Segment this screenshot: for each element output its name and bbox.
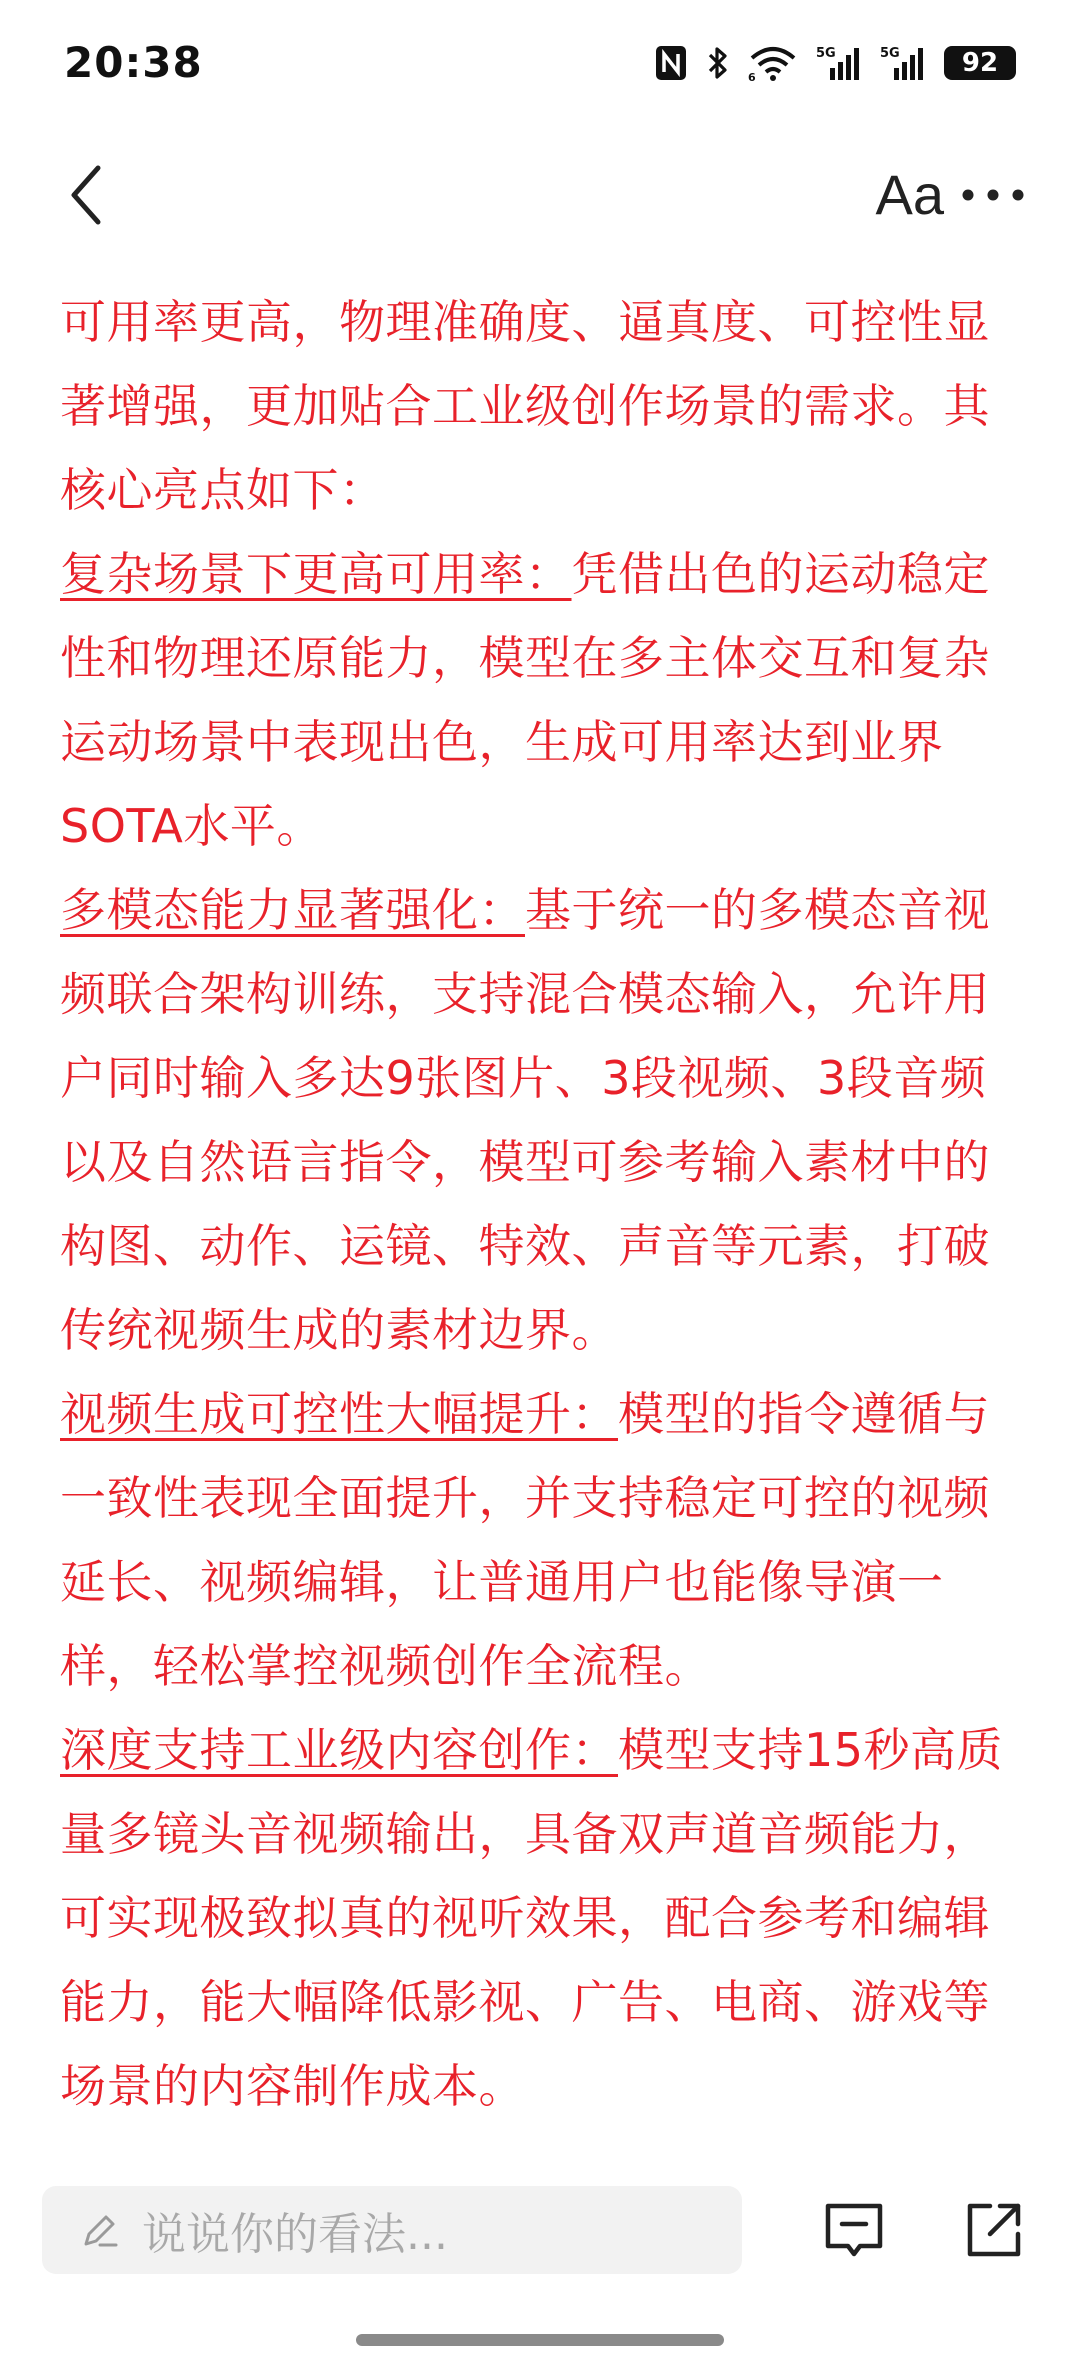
status-time: 20:38: [64, 38, 203, 87]
wifi-icon: [748, 44, 798, 82]
chevron-left-icon: [66, 164, 106, 226]
article-point: [60, 868, 1020, 1372]
article-intro: 可用率更高，物理准确度、逼真度、可控性显著增强，更加贴合工业级创作场景的需求。其核心亮点如下：: [60, 295, 990, 517]
comment-placeholder: 说说你的看法...: [142, 2209, 448, 2260]
signal-5g-icon: [816, 44, 862, 82]
point-body: 基于统一的多模态音视频联合架构训练，支持混合模态输入，允许用户同时输入多达9张图片、3段视频、3段音频以及自然语言指令，模型可参考输入素材中的构图、动作、运镜、特效、声音等元素，打破传统视频生成的素材边界。: [60, 883, 990, 1357]
comments-button[interactable]: [820, 2196, 888, 2264]
point-heading: 视频生成可控性大幅提升：: [60, 1387, 618, 1441]
svg-text:5G: 5G: [880, 46, 900, 61]
svg-text:6: 6: [748, 71, 756, 82]
signal-5g-icon: [880, 44, 926, 82]
svg-text:5G: 5G: [816, 46, 836, 61]
more-button[interactable]: [958, 162, 1028, 228]
article-body: [60, 280, 1020, 2128]
bluetooth-icon: [706, 44, 730, 82]
status-icons: [654, 40, 1016, 86]
back-button[interactable]: [56, 160, 116, 230]
article-point: [60, 1372, 1020, 1708]
battery-indicator: 92: [944, 46, 1016, 80]
message-icon: [820, 2196, 888, 2264]
nav-bar: [0, 140, 1080, 250]
font-size-button[interactable]: Aa: [875, 163, 944, 226]
point-heading: 多模态能力显著强化：: [60, 883, 525, 937]
point-body: 模型的指令遵循与一致性表现全面提升，并支持稳定可控的视频延长、视频编辑，让普通用户也能像导演一样，轻松掌控视频创作全流程。: [60, 1387, 990, 1693]
pen-icon: [80, 2210, 120, 2250]
more-dots-icon: [960, 187, 1026, 203]
share-icon: [960, 2196, 1028, 2264]
comment-input[interactable]: [42, 2186, 742, 2274]
home-indicator[interactable]: [356, 2334, 724, 2346]
article-point: [60, 1708, 1020, 2128]
point-heading: 复杂场景下更高可用率：: [60, 547, 572, 601]
share-button[interactable]: [960, 2196, 1028, 2264]
point-heading: 深度支持工业级内容创作：: [60, 1723, 618, 1777]
article-point: [60, 532, 1020, 868]
point-body: 凭借出色的运动稳定性和物理还原能力，模型在多主体交互和复杂运动场景中表现出色，生成可用率达到业界SOTA水平。: [60, 547, 990, 853]
point-body: 模型支持15秒高质量多镜头音视频输出，具备双声道音频能力，可实现极致拟真的视听效果，配合参考和编辑能力，能大幅降低影视、广告、电商、游戏等场景的内容制作成本。: [60, 1723, 1004, 2113]
nfc-icon: [654, 44, 688, 82]
status-bar: [0, 0, 1080, 120]
